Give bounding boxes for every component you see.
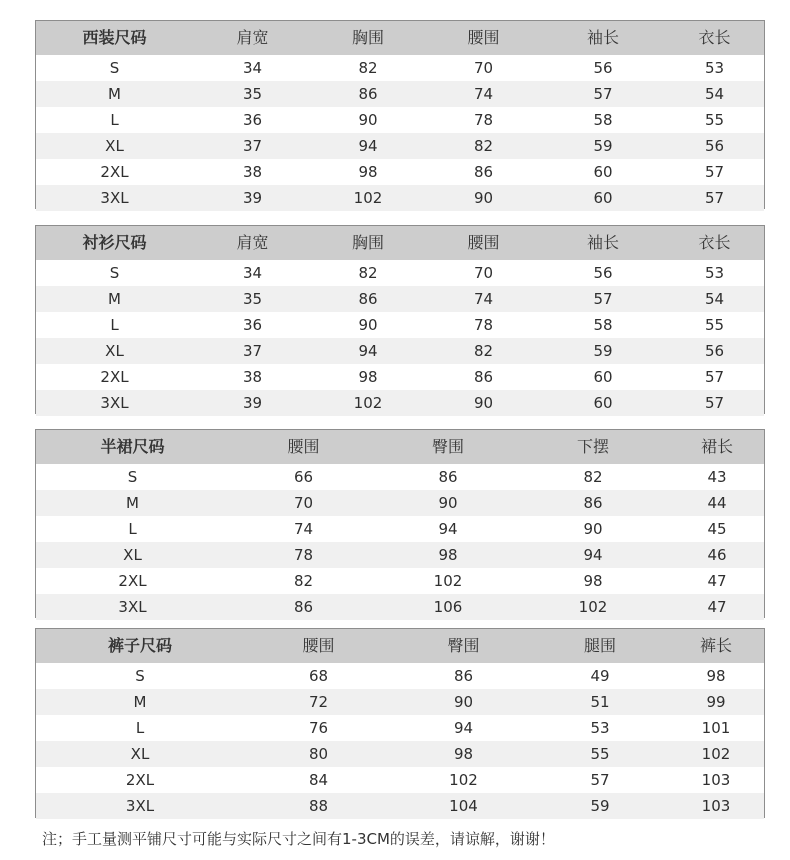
table-cell: 88 xyxy=(308,796,329,815)
table-cell: 102 xyxy=(578,597,608,616)
shirt-size-table xyxy=(35,225,765,414)
table-cell: 43 xyxy=(707,467,727,486)
table-cell: 35 xyxy=(242,289,263,308)
table-row xyxy=(36,286,764,312)
jacket-size-table xyxy=(35,20,765,209)
table-cell: 86 xyxy=(293,597,314,616)
shirt-header-sleeve: 袖长 xyxy=(586,233,619,252)
table-cell: 57 xyxy=(704,367,725,386)
table-cell: 98 xyxy=(706,666,726,685)
table-cell: 90 xyxy=(358,315,378,334)
shirt-header-chest: 胸围 xyxy=(351,233,384,252)
table-cell: 70 xyxy=(293,493,314,512)
table-cell: 57 xyxy=(590,770,610,789)
skirt-header-hem: 下摆 xyxy=(576,437,609,456)
table-cell: 98 xyxy=(438,545,458,564)
table-cell: 3XL xyxy=(100,393,129,412)
jacket-header-length: 衣长 xyxy=(698,28,731,47)
table-row xyxy=(36,568,764,594)
table-row xyxy=(36,133,764,159)
table-row xyxy=(36,55,764,81)
table-cell: L xyxy=(110,110,119,129)
table-cell: 34 xyxy=(242,58,263,77)
table-cell: 102 xyxy=(701,744,731,763)
table-cell: 94 xyxy=(453,718,474,737)
table-cell: 3XL xyxy=(118,597,147,616)
table-cell: XL xyxy=(105,341,124,360)
table-cell: 106 xyxy=(433,597,463,616)
table-row xyxy=(36,390,764,416)
table-cell: S xyxy=(127,467,138,486)
table-cell: 60 xyxy=(593,188,613,207)
shirt-title: 衬衫尺码 xyxy=(82,233,147,252)
table-cell: 82 xyxy=(358,58,378,77)
jacket-header-shoulder: 肩宽 xyxy=(236,28,269,47)
pants-title: 裤子尺码 xyxy=(107,636,172,655)
table-cell: 47 xyxy=(707,571,727,590)
jacket-header-row xyxy=(36,21,764,55)
table-cell: 94 xyxy=(583,545,603,564)
table-cell: 56 xyxy=(704,136,725,155)
shirt-header-shoulder: 肩宽 xyxy=(236,233,269,252)
skirt-header-hip: 臀围 xyxy=(431,437,464,456)
table-cell: 86 xyxy=(358,289,378,308)
table-cell: 103 xyxy=(701,796,731,815)
table-cell: 2XL xyxy=(118,571,147,590)
table-cell: 74 xyxy=(473,289,494,308)
table-cell: 56 xyxy=(593,263,613,282)
table-cell: S xyxy=(109,263,120,282)
skirt-header-waist: 腰围 xyxy=(287,437,320,456)
table-cell: XL xyxy=(130,744,150,763)
table-cell: 60 xyxy=(593,162,613,181)
table-cell: XL xyxy=(123,545,142,564)
pants-header-thigh: 腿围 xyxy=(583,636,616,655)
table-cell: 103 xyxy=(701,770,731,789)
measurement-note: 注；手工量测平铺尺寸可能与实际尺寸之间有1-3CM的误差，请谅解，谢谢！ xyxy=(42,830,555,848)
table-cell: 2XL xyxy=(100,367,129,386)
table-cell: 90 xyxy=(473,393,494,412)
table-cell: 101 xyxy=(701,718,731,737)
table-cell: 102 xyxy=(449,770,478,789)
table-row xyxy=(36,594,764,620)
table-cell: 55 xyxy=(704,110,725,129)
table-cell: 38 xyxy=(242,367,263,386)
table-cell: M xyxy=(108,84,121,103)
table-cell: 86 xyxy=(473,162,494,181)
table-cell: 84 xyxy=(308,770,329,789)
table-cell: 90 xyxy=(583,519,603,538)
table-cell: 90 xyxy=(473,188,494,207)
table-cell: 56 xyxy=(704,341,725,360)
table-cell: M xyxy=(133,692,147,711)
table-row xyxy=(36,464,764,490)
table-cell: 54 xyxy=(704,84,725,103)
table-cell: 2XL xyxy=(100,162,129,181)
table-row xyxy=(36,364,764,390)
table-cell: 56 xyxy=(593,58,613,77)
shirt-header-row xyxy=(36,226,764,260)
table-cell: 36 xyxy=(242,315,263,334)
table-cell: 86 xyxy=(473,367,494,386)
table-cell: 66 xyxy=(293,467,314,486)
table-cell: L xyxy=(128,519,137,538)
table-row xyxy=(36,741,764,767)
table-row xyxy=(36,516,764,542)
table-cell: 82 xyxy=(473,341,494,360)
table-row xyxy=(36,793,764,819)
table-cell: 82 xyxy=(473,136,494,155)
table-row xyxy=(36,107,764,133)
pants-header-row xyxy=(36,629,764,663)
table-cell: 46 xyxy=(707,545,727,564)
table-cell: 34 xyxy=(242,263,263,282)
jacket-header-waist: 腰围 xyxy=(467,28,500,47)
table-cell: S xyxy=(135,666,145,685)
table-cell: 68 xyxy=(308,666,329,685)
table-cell: 76 xyxy=(308,718,329,737)
table-row xyxy=(36,312,764,338)
table-cell: L xyxy=(135,718,145,737)
table-cell: 54 xyxy=(704,289,725,308)
table-cell: 35 xyxy=(242,84,263,103)
table-cell: 39 xyxy=(242,188,263,207)
table-cell: 60 xyxy=(593,393,613,412)
table-cell: 70 xyxy=(473,263,494,282)
table-cell: 59 xyxy=(593,341,613,360)
table-cell: XL xyxy=(105,136,124,155)
table-cell: 57 xyxy=(704,188,725,207)
table-cell: 53 xyxy=(704,58,725,77)
table-cell: 104 xyxy=(449,796,478,815)
table-cell: 86 xyxy=(453,666,474,685)
table-cell: 94 xyxy=(438,519,458,538)
table-cell: 78 xyxy=(293,545,314,564)
table-cell: 2XL xyxy=(125,770,155,789)
table-cell: 53 xyxy=(704,263,725,282)
table-cell: 57 xyxy=(593,289,613,308)
table-cell: 36 xyxy=(242,110,263,129)
pants-header-length: 裤长 xyxy=(699,636,732,655)
table-row xyxy=(36,542,764,568)
table-cell: 57 xyxy=(593,84,613,103)
table-cell: 86 xyxy=(438,467,458,486)
skirt-title: 半裙尺码 xyxy=(100,437,165,456)
table-cell: 3XL xyxy=(100,188,129,207)
table-row xyxy=(36,159,764,185)
shirt-header-waist: 腰围 xyxy=(467,233,500,252)
table-row xyxy=(36,663,764,689)
pants-size-table xyxy=(35,628,765,818)
jacket-title: 西装尺码 xyxy=(82,28,147,47)
table-cell: 37 xyxy=(242,136,263,155)
pants-header-waist: 腰围 xyxy=(302,636,335,655)
skirt-size-table xyxy=(35,429,765,618)
table-cell: 47 xyxy=(707,597,727,616)
table-cell: 98 xyxy=(358,367,378,386)
table-cell: 53 xyxy=(590,718,610,737)
table-cell: 98 xyxy=(453,744,474,763)
table-row xyxy=(36,715,764,741)
table-cell: 39 xyxy=(242,393,263,412)
table-cell: 49 xyxy=(590,666,610,685)
shirt-header-length: 衣长 xyxy=(698,233,731,252)
jacket-header-chest: 胸围 xyxy=(351,28,384,47)
table-cell: 59 xyxy=(593,136,613,155)
skirt-header-row xyxy=(36,430,764,464)
table-cell: 98 xyxy=(583,571,603,590)
table-row xyxy=(36,767,764,793)
table-cell: 102 xyxy=(353,393,383,412)
table-row xyxy=(36,81,764,107)
table-cell: 72 xyxy=(308,692,329,711)
table-cell: 102 xyxy=(433,571,463,590)
table-cell: 74 xyxy=(293,519,314,538)
table-cell: 59 xyxy=(590,796,610,815)
table-row xyxy=(36,689,764,715)
table-cell: 99 xyxy=(706,692,726,711)
table-row xyxy=(36,338,764,364)
table-cell: 102 xyxy=(353,188,383,207)
table-cell: 78 xyxy=(473,110,494,129)
table-row xyxy=(36,490,764,516)
table-cell: 45 xyxy=(707,519,727,538)
table-cell: 86 xyxy=(583,493,603,512)
table-cell: 90 xyxy=(438,493,458,512)
table-cell: 90 xyxy=(453,692,474,711)
table-cell: 70 xyxy=(473,58,494,77)
table-cell: 90 xyxy=(358,110,378,129)
table-cell: 78 xyxy=(473,315,494,334)
jacket-header-sleeve: 袖长 xyxy=(586,28,619,47)
table-cell: 82 xyxy=(583,467,603,486)
table-cell: 51 xyxy=(590,692,610,711)
table-row xyxy=(36,185,764,211)
table-cell: L xyxy=(110,315,119,334)
table-cell: 55 xyxy=(590,744,610,763)
table-cell: 82 xyxy=(358,263,378,282)
table-row xyxy=(36,260,764,286)
table-cell: 98 xyxy=(358,162,378,181)
table-cell: 58 xyxy=(593,110,613,129)
table-cell: 38 xyxy=(242,162,263,181)
table-cell: 94 xyxy=(358,341,378,360)
table-cell: 37 xyxy=(242,341,263,360)
table-cell: 58 xyxy=(593,315,613,334)
pants-header-hip: 臀围 xyxy=(447,636,480,655)
table-cell: 94 xyxy=(358,136,378,155)
table-cell: 57 xyxy=(704,393,725,412)
table-cell: S xyxy=(109,58,120,77)
table-cell: 60 xyxy=(593,367,613,386)
table-cell: 74 xyxy=(473,84,494,103)
table-cell: 3XL xyxy=(125,796,155,815)
table-cell: 44 xyxy=(707,493,727,512)
table-cell: 86 xyxy=(358,84,378,103)
table-cell: 82 xyxy=(293,571,314,590)
skirt-header-length: 裙长 xyxy=(700,437,733,456)
table-cell: 55 xyxy=(704,315,725,334)
table-cell: M xyxy=(108,289,121,308)
table-cell: 57 xyxy=(704,162,725,181)
table-cell: 80 xyxy=(308,744,329,763)
table-cell: M xyxy=(126,493,139,512)
